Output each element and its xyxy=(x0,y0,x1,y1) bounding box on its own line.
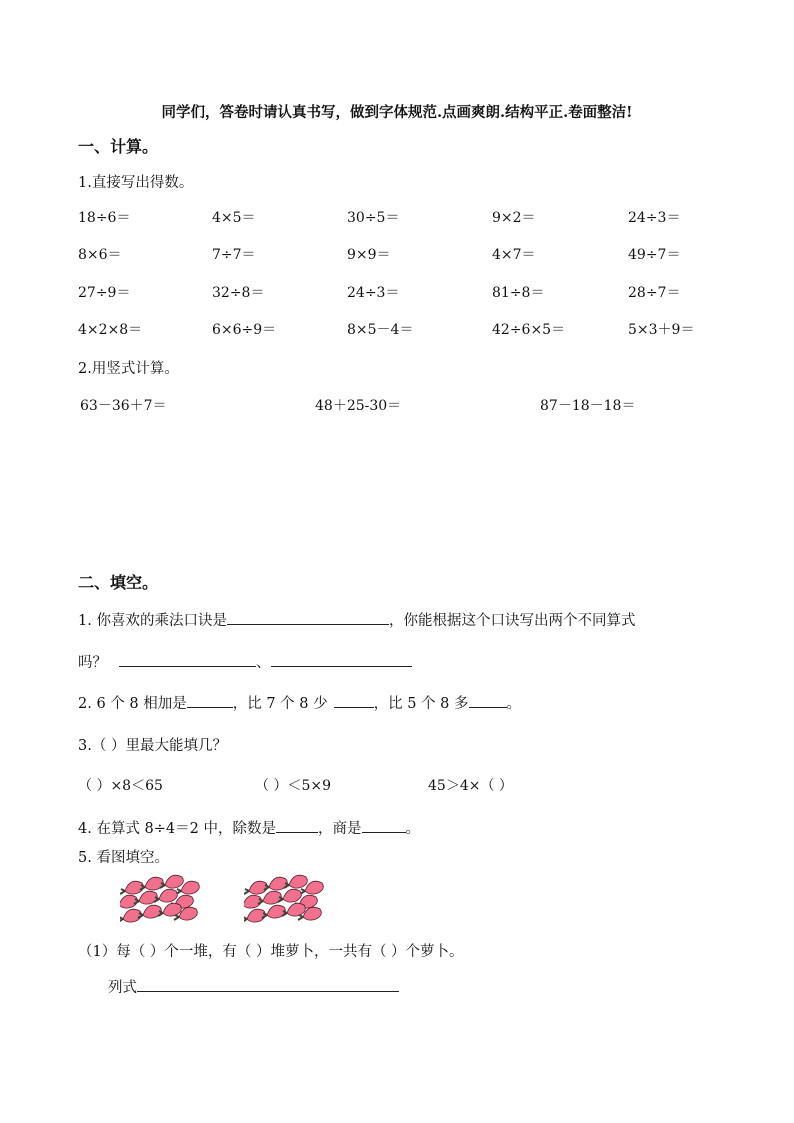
mental-math-item: 9×2＝ xyxy=(492,210,536,226)
mental-math-item: 7÷7＝ xyxy=(212,247,256,263)
radish-icon xyxy=(120,895,137,908)
mental-math-item: 5×3＋9＝ xyxy=(628,322,695,338)
answer-blank[interactable] xyxy=(119,652,256,667)
answer-blank[interactable] xyxy=(271,652,412,667)
mental-math-item: 18÷6＝ xyxy=(78,210,131,226)
radish-icon xyxy=(262,905,285,918)
mental-math-item: 4×7＝ xyxy=(492,247,536,263)
vertical-problem: 63－36＋7＝ xyxy=(80,398,167,414)
radish-icon xyxy=(138,905,161,918)
mental-math-item: 8×5－4＝ xyxy=(347,322,414,338)
compare-item[interactable]: （ ）×8＜65 xyxy=(78,778,163,794)
fill-q2: 2. 6 个 8 相加是 ，比 7 个 8 少 ，比 5 个 8 多 。 xyxy=(78,692,521,713)
q1-title: 1.直接写出得数。 xyxy=(78,175,194,191)
vertical-problem: 48＋25-30＝ xyxy=(315,398,402,414)
mental-math-item: 30÷5＝ xyxy=(347,210,400,226)
formula-line: 列式 xyxy=(108,976,399,997)
radish-pile-illustration xyxy=(244,873,326,925)
radish-icon xyxy=(120,881,143,894)
mental-math-item: 81÷8＝ xyxy=(492,285,545,301)
answer-blank[interactable] xyxy=(334,693,374,708)
mental-math-item: 4×2×8＝ xyxy=(78,322,143,338)
mental-math-item: 27÷9＝ xyxy=(78,285,131,301)
mental-math-item: 24÷3＝ xyxy=(347,285,400,301)
radish-icon xyxy=(244,909,265,922)
radish-icon xyxy=(244,895,261,908)
mental-math-item: 8×6＝ xyxy=(78,247,122,263)
answer-blank[interactable] xyxy=(469,693,507,708)
formula-blank[interactable] xyxy=(137,977,399,992)
mental-math-item: 32÷8＝ xyxy=(212,285,265,301)
mental-math-item: 6×6÷9＝ xyxy=(212,322,277,338)
q2-title: 2.用竖式计算。 xyxy=(78,361,179,377)
answer-blank[interactable] xyxy=(187,693,233,708)
compare-item[interactable]: （ ）＜5×9 xyxy=(255,778,331,794)
answer-blank[interactable] xyxy=(362,818,406,833)
mental-math-item: 4×5＝ xyxy=(212,210,256,226)
exam-notice: 同学们，答卷时请认真书写，做到字体规范.点画爽朗.结构平正.卷面整洁! xyxy=(161,104,633,121)
section-1-title: 一、计算。 xyxy=(78,137,159,156)
radish-icon xyxy=(140,877,163,890)
mental-math-item: 42÷6×5＝ xyxy=(492,322,566,338)
fill-q1-line2: 吗？ 、 xyxy=(78,651,412,672)
vertical-problem: 87－18－18＝ xyxy=(540,398,636,414)
mental-math-item: 28÷7＝ xyxy=(628,285,681,301)
fill-q4: 4. 在算式 8÷4＝2 中，除数是 ，商是 。 xyxy=(78,817,420,838)
mental-math-item: 24÷3＝ xyxy=(628,210,681,226)
radish-icon xyxy=(264,877,287,890)
answer-blank[interactable] xyxy=(227,610,389,625)
fill-q3-title: 3.（ ）里最大能填几？ xyxy=(78,738,227,754)
answer-blank[interactable] xyxy=(276,818,318,833)
fill-q1-line1: 1. 你喜欢的乘法口诀是 ，你能根据这个口诀写出两个不同算式 xyxy=(78,609,635,630)
mental-math-item: 9×9＝ xyxy=(347,247,391,263)
mental-math-item: 49÷7＝ xyxy=(628,247,681,263)
radish-pile-illustration xyxy=(120,873,202,925)
radish-icon xyxy=(244,881,267,894)
radish-icon xyxy=(120,909,141,922)
section-2-title: 二、填空。 xyxy=(78,573,159,592)
fill-q5-title: 5. 看图填空。 xyxy=(78,850,169,866)
fill-q5-sub1: （1）每（ ）个一堆，有（ ）堆萝卜，一共有（ ）个萝卜。 xyxy=(78,944,464,960)
compare-item[interactable]: 45＞4×（ ） xyxy=(428,778,513,794)
